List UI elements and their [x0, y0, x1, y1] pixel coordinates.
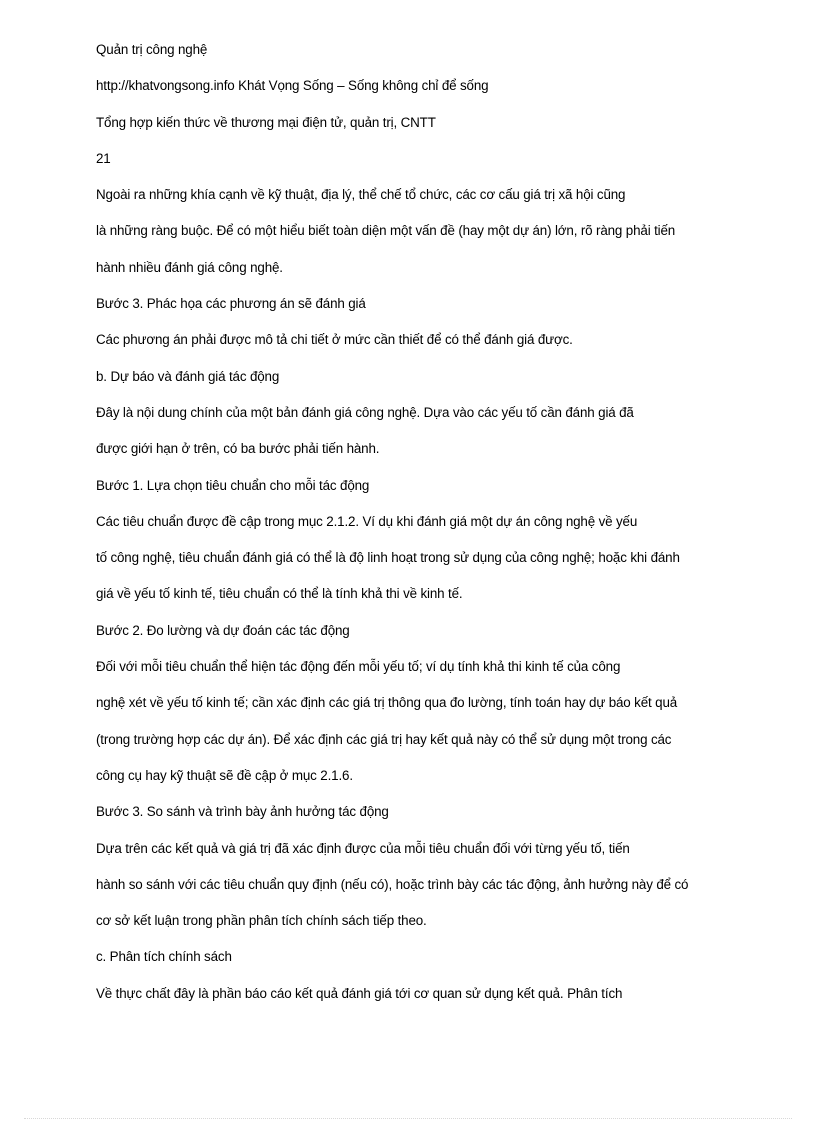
paragraph-line: hành so sánh với các tiêu chuẩn quy định (nếu có), hoặc trình bày các tác động, ảnh hưởng này để có — [96, 876, 689, 892]
paragraph-line: tố công nghệ, tiêu chuẩn đánh giá có thể là độ linh hoạt trong sử dụng của công nghệ; hoặc khi đánh — [96, 550, 680, 566]
header-website-link[interactable]: http://khatvongsong.info Khát Vọng Sống – Sống không chỉ để sống — [96, 78, 489, 94]
paragraph-line: Các phương án phải được mô tả chi tiết ở mức cần thiết để có thể đánh giá được. — [96, 332, 573, 348]
document-body — [96, 40, 736, 1020]
header-subtitle: Tổng hợp kiến thức về thương mại điện tử, quản trị, CNTT — [96, 114, 436, 130]
paragraph-line: Đối với mỗi tiêu chuẩn thể hiện tác động đến mỗi yếu tố; ví dụ tính khả thi kinh tế của công — [96, 659, 621, 675]
paragraph-line: cơ sở kết luận trong phần phân tích chính sách tiếp theo. — [96, 913, 427, 929]
paragraph-line: (trong trường hợp các dự án). Để xác định các giá trị hay kết quả này có thể sử dụng một trong các — [96, 731, 672, 747]
page-bottom-divider — [24, 1118, 792, 1119]
paragraph-line: Đây là nội dung chính của một bản đánh giá công nghệ. Dựa vào các yếu tố cần đánh giá đã — [96, 404, 634, 420]
section-heading: b. Dự báo và đánh giá tác động — [96, 368, 280, 384]
section-heading: Bước 1. Lựa chọn tiêu chuẩn cho mỗi tác động — [96, 477, 370, 493]
paragraph-line: nghệ xét về yếu tố kinh tế; cần xác định các giá trị thông qua đo lường, tính toán hay dự báo kết quả — [96, 695, 678, 711]
paragraph-line: Ngoài ra những khía cạnh về kỹ thuật, địa lý, thể chế tổ chức, các cơ cấu giá trị xã hội cũng — [96, 187, 626, 203]
paragraph-line: giá về yếu tố kinh tế, tiêu chuẩn có thể là tính khả thi về kinh tế. — [96, 586, 463, 602]
section-heading: Bước 2. Đo lường và dự đoán các tác động — [96, 622, 350, 638]
page-number: 21 — [96, 150, 111, 166]
paragraph-line: được giới hạn ở trên, có ba bước phải tiến hành. — [96, 441, 380, 457]
paragraph-line: Về thực chất đây là phần báo cáo kết quả đánh giá tới cơ quan sử dụng kết quả. Phân tích — [96, 985, 623, 1001]
paragraph-line: hành nhiều đánh giá công nghệ. — [96, 259, 283, 275]
paragraph-line: Dựa trên các kết quả và giá trị đã xác định được của mỗi tiêu chuẩn đối với từng yếu tố, tiến — [96, 840, 630, 856]
section-heading: c. Phân tích chính sách — [96, 949, 232, 965]
header-title: Quản trị công nghệ — [96, 42, 208, 57]
paragraph-line: Các tiêu chuẩn được đề cập trong mục 2.1.2. Ví dụ khi đánh giá một dự án công nghệ về yếu — [96, 513, 638, 529]
paragraph-line: là những ràng buộc. Để có một hiểu biết toàn diện một vấn đề (hay một dự án) lớn, rõ ràng phải tiến — [96, 223, 676, 239]
paragraph-line: công cụ hay kỹ thuật sẽ đề cập ở mục 2.1.6. — [96, 767, 353, 783]
section-heading: Bước 3. So sánh và trình bày ảnh hưởng tác động — [96, 804, 389, 820]
section-heading: Bước 3. Phác họa các phương án sẽ đánh giá — [96, 296, 366, 312]
